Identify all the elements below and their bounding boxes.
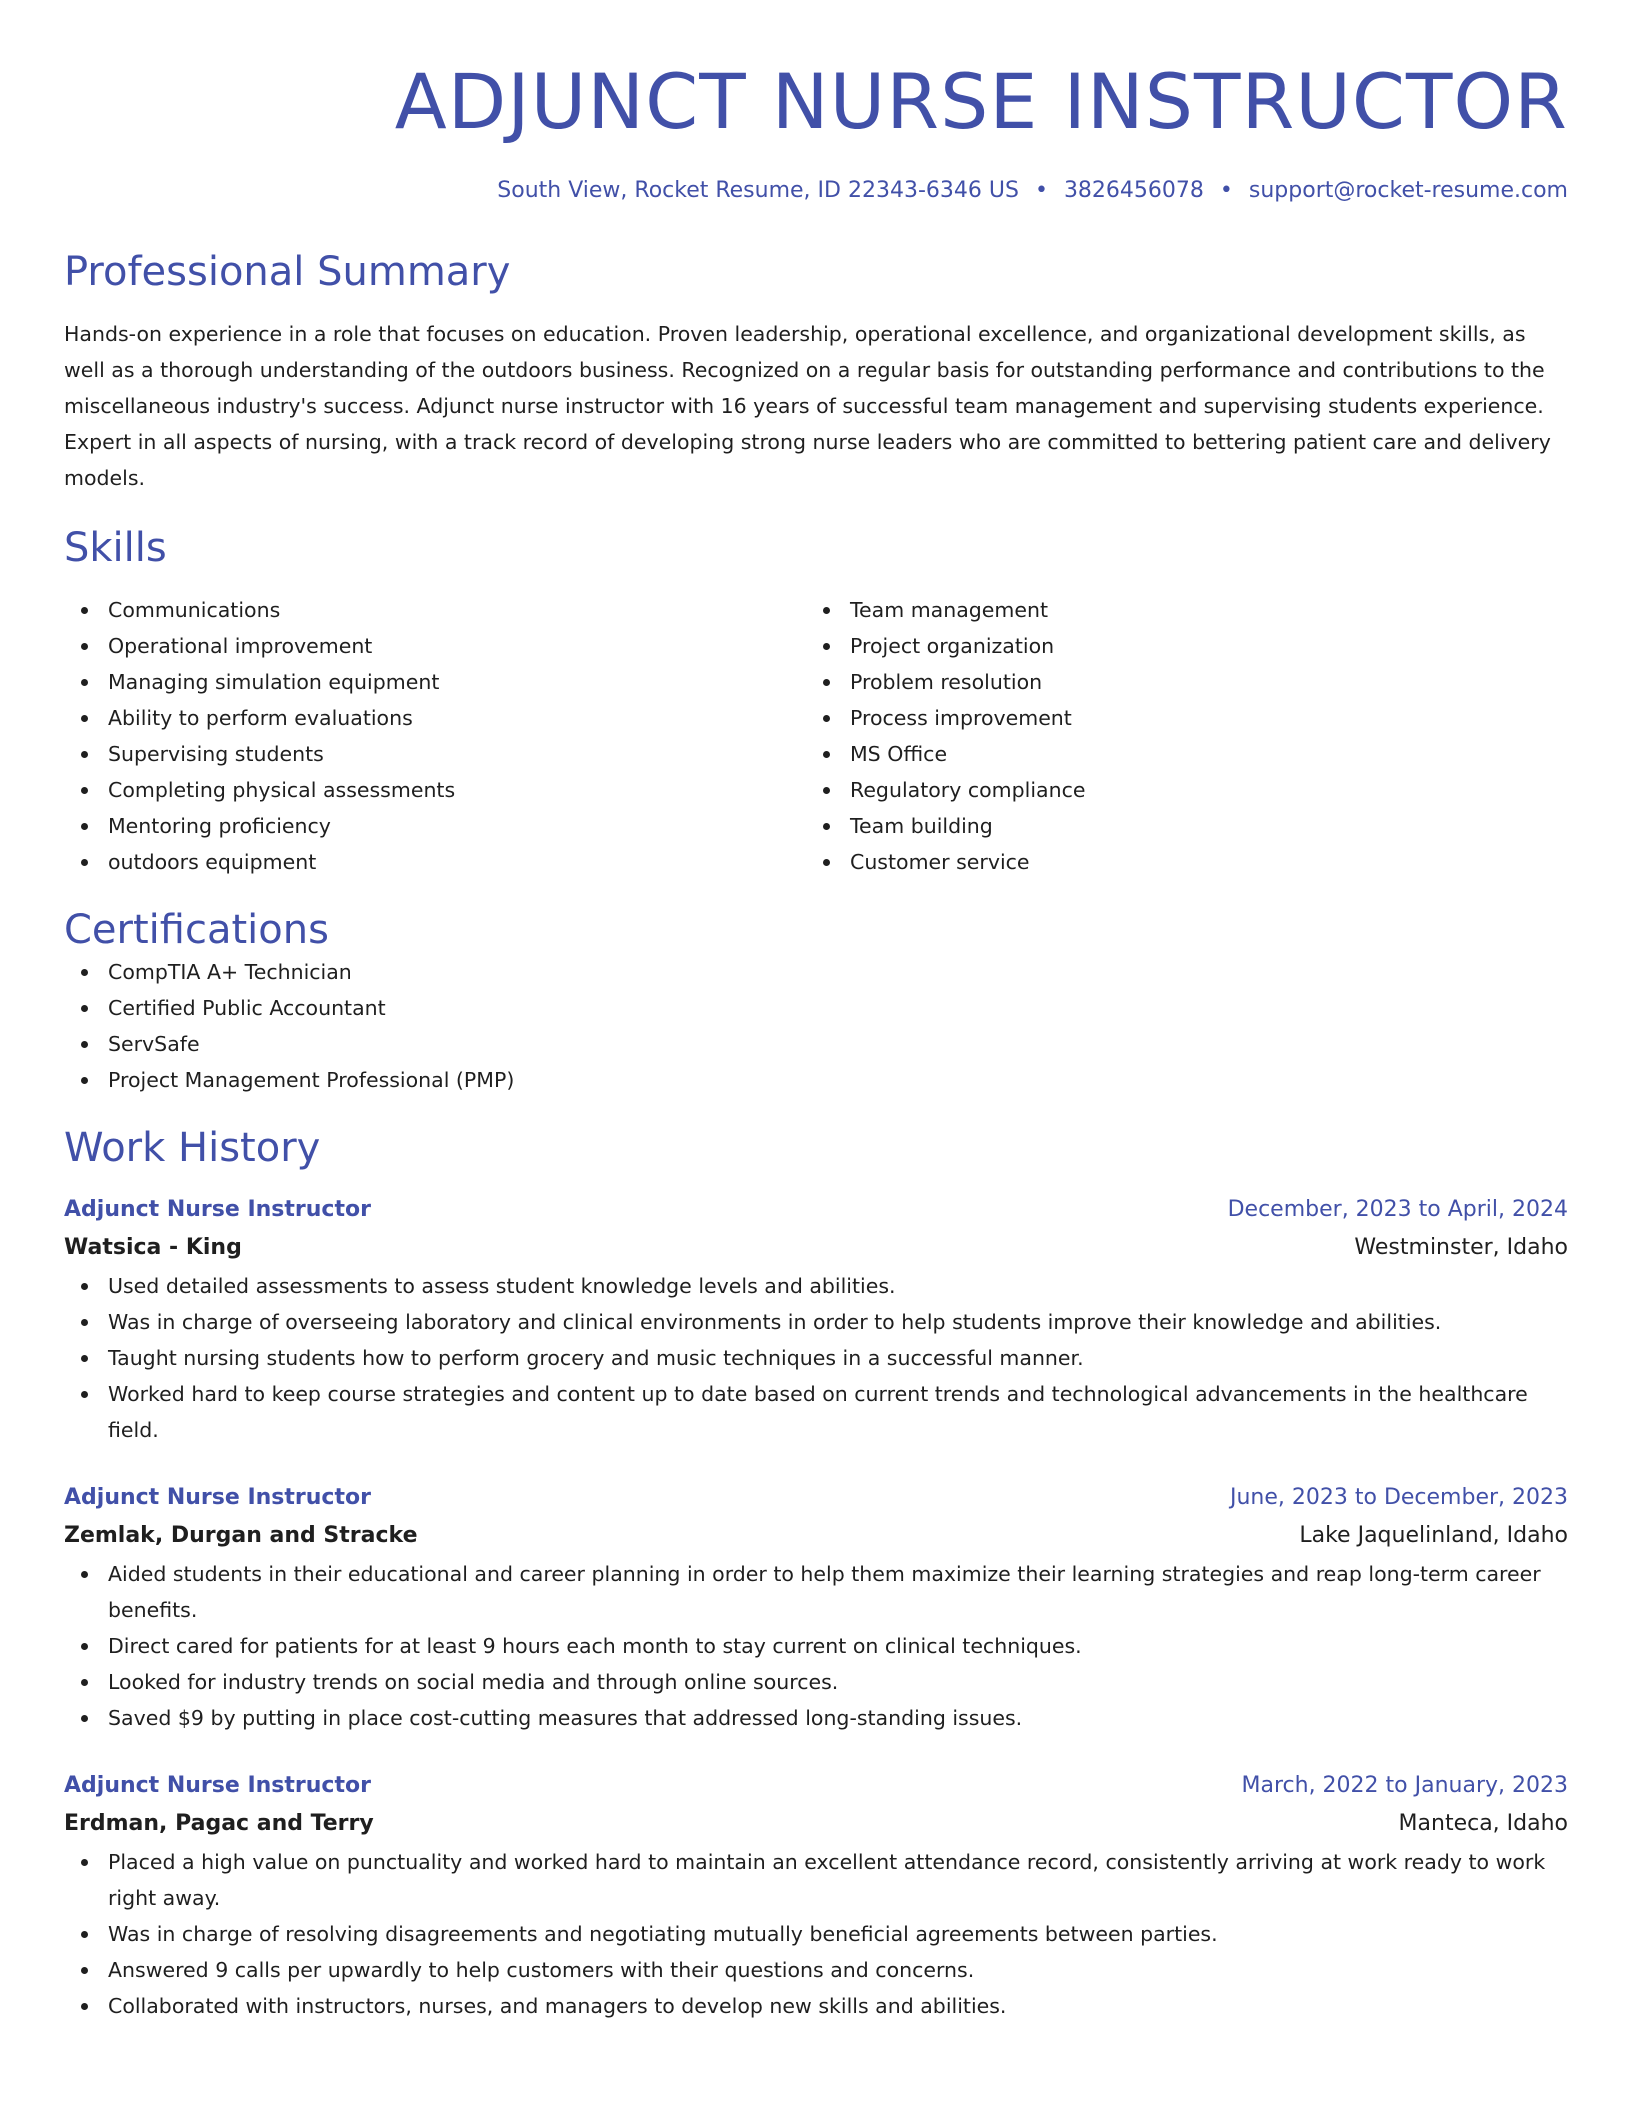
job-dates: March, 2022 to January, 2023 — [1241, 1773, 1568, 1798]
skill-item: Operational improvement — [108, 628, 806, 664]
job-bullet: Worked hard to keep course strategies and content up to date based on current trends and technological advancements in the healthcare field. — [108, 1376, 1568, 1448]
job-location: Lake Jaquelinland, Idaho — [1299, 1523, 1568, 1548]
skills-grid — [64, 592, 1568, 880]
job-bullet: Was in charge of overseeing laboratory and clinical environments in order to help students improve their knowledge and abilities. — [108, 1304, 1568, 1340]
skill-item: Supervising students — [108, 736, 806, 772]
contact-separator: • — [1219, 178, 1233, 203]
resume-page — [64, 0, 1568, 2024]
job-title-row — [64, 1480, 1568, 1516]
job-bullet: Answered 9 calls per upwardly to help customers with their questions and concerns. — [108, 1952, 1568, 1988]
summary-text: Hands-on experience in a role that focuses on education. Proven leadership, operational excellence, and organizational development skills, as well as a thorough understanding of the outdoors business. Recognized on a regular basis for outstanding performance and contributions to the miscellaneous industry's success. Adjunct nurse instructor with 16 years of successful team management and supervising students experience. Expert in all aspects of nursing, with a track record of developing strong nurse leaders who are committed to bettering patient care and delivery models. — [64, 322, 1551, 490]
job-bullet: Taught nursing students how to perform grocery and music techniques in a successful manner. — [108, 1340, 1568, 1376]
section-title-certifications: Certifications — [64, 907, 329, 953]
job-title: Adjunct Nurse Instructor — [64, 1773, 371, 1798]
skills-section — [64, 524, 1568, 880]
certifications-section — [64, 906, 1568, 1098]
contact-line — [64, 176, 1568, 206]
job-bullet: Collaborated with instructors, nurses, and managers to develop new skills and abilities. — [108, 1988, 1568, 2024]
job-title: Adjunct Nurse Instructor — [64, 1485, 371, 1510]
certifications-list — [64, 954, 1568, 1098]
candidate-name: ADJUNCT NURSE INSTRUCTOR — [394, 57, 1568, 146]
resume-header — [64, 0, 1568, 206]
skill-item: outdoors equipment — [108, 844, 806, 880]
contact-address: South View, Rocket Resume, ID 22343-6346 US — [497, 178, 1019, 203]
job-company: Zemlak, Durgan and Stracke — [64, 1523, 418, 1548]
job-company: Erdman, Pagac and Terry — [64, 1811, 374, 1836]
job-title-row — [64, 1768, 1568, 1804]
skills-column-left — [64, 592, 806, 880]
skill-item: Mentoring proficiency — [108, 808, 806, 844]
work-history-section — [64, 1124, 1568, 2024]
job-title-row — [64, 1192, 1568, 1228]
job-bullet-list — [64, 1268, 1568, 1448]
job-company-row — [64, 1228, 1568, 1268]
job-bullet-list — [64, 1844, 1568, 2024]
contact-separator: • — [1034, 178, 1048, 203]
skill-item: Ability to perform evaluations — [108, 700, 806, 736]
professional-summary-section — [64, 248, 1568, 496]
skill-item: Customer service — [850, 844, 1548, 880]
skill-item: Project organization — [850, 628, 1548, 664]
job-company: Watsica - King — [64, 1235, 242, 1260]
job-bullet: Looked for industry trends on social media and through online sources. — [108, 1664, 1568, 1700]
job-dates: June, 2023 to December, 2023 — [1229, 1485, 1568, 1510]
section-title-summary: Professional Summary — [64, 249, 511, 295]
section-title-work-history: Work History — [64, 1125, 321, 1171]
job-bullet: Placed a high value on punctuality and worked hard to maintain an excellent attendance record, consistently arriving at work ready to work right away. — [108, 1844, 1568, 1916]
contact-phone[interactable]: 3826456078 — [1063, 178, 1204, 203]
certification-item: CompTIA A+ Technician — [108, 954, 1568, 990]
job-bullet: Aided students in their educational and career planning in order to help them maximize their learning strategies and reap long-term career benefits. — [108, 1556, 1568, 1628]
job-location: Manteca, Idaho — [1398, 1811, 1568, 1836]
skill-item: Regulatory compliance — [850, 772, 1548, 808]
section-title-skills: Skills — [64, 525, 167, 571]
job-location: Westminster, Idaho — [1354, 1235, 1568, 1260]
skill-item: Team management — [850, 592, 1548, 628]
skill-item: Problem resolution — [850, 664, 1548, 700]
job-entry — [64, 1768, 1568, 2024]
contact-email[interactable]: support@rocket-resume.com — [1248, 178, 1568, 203]
job-bullet: Direct cared for patients for at least 9 hours each month to stay current on clinical techniques. — [108, 1628, 1568, 1664]
certification-item: Certified Public Accountant — [108, 990, 1568, 1026]
job-company-row — [64, 1804, 1568, 1844]
skill-item: Managing simulation equipment — [108, 664, 806, 700]
skill-item: MS Office — [850, 736, 1548, 772]
job-entry — [64, 1192, 1568, 1448]
skill-item: Team building — [850, 808, 1548, 844]
job-entry — [64, 1480, 1568, 1736]
job-dates: December, 2023 to April, 2024 — [1227, 1197, 1568, 1222]
job-title: Adjunct Nurse Instructor — [64, 1197, 371, 1222]
job-bullet-list — [64, 1556, 1568, 1736]
job-bullet: Used detailed assessments to assess student knowledge levels and abilities. — [108, 1268, 1568, 1304]
certification-item: ServSafe — [108, 1026, 1568, 1062]
skill-item: Communications — [108, 592, 806, 628]
skills-column-right — [806, 592, 1548, 880]
job-bullet: Saved $9 by putting in place cost-cutting measures that addressed long-standing issues. — [108, 1700, 1568, 1736]
certification-item: Project Management Professional (PMP) — [108, 1062, 1568, 1098]
job-company-row — [64, 1516, 1568, 1556]
skill-item: Process improvement — [850, 700, 1548, 736]
skill-item: Completing physical assessments — [108, 772, 806, 808]
job-bullet: Was in charge of resolving disagreements and negotiating mutually beneficial agreements between parties. — [108, 1916, 1568, 1952]
